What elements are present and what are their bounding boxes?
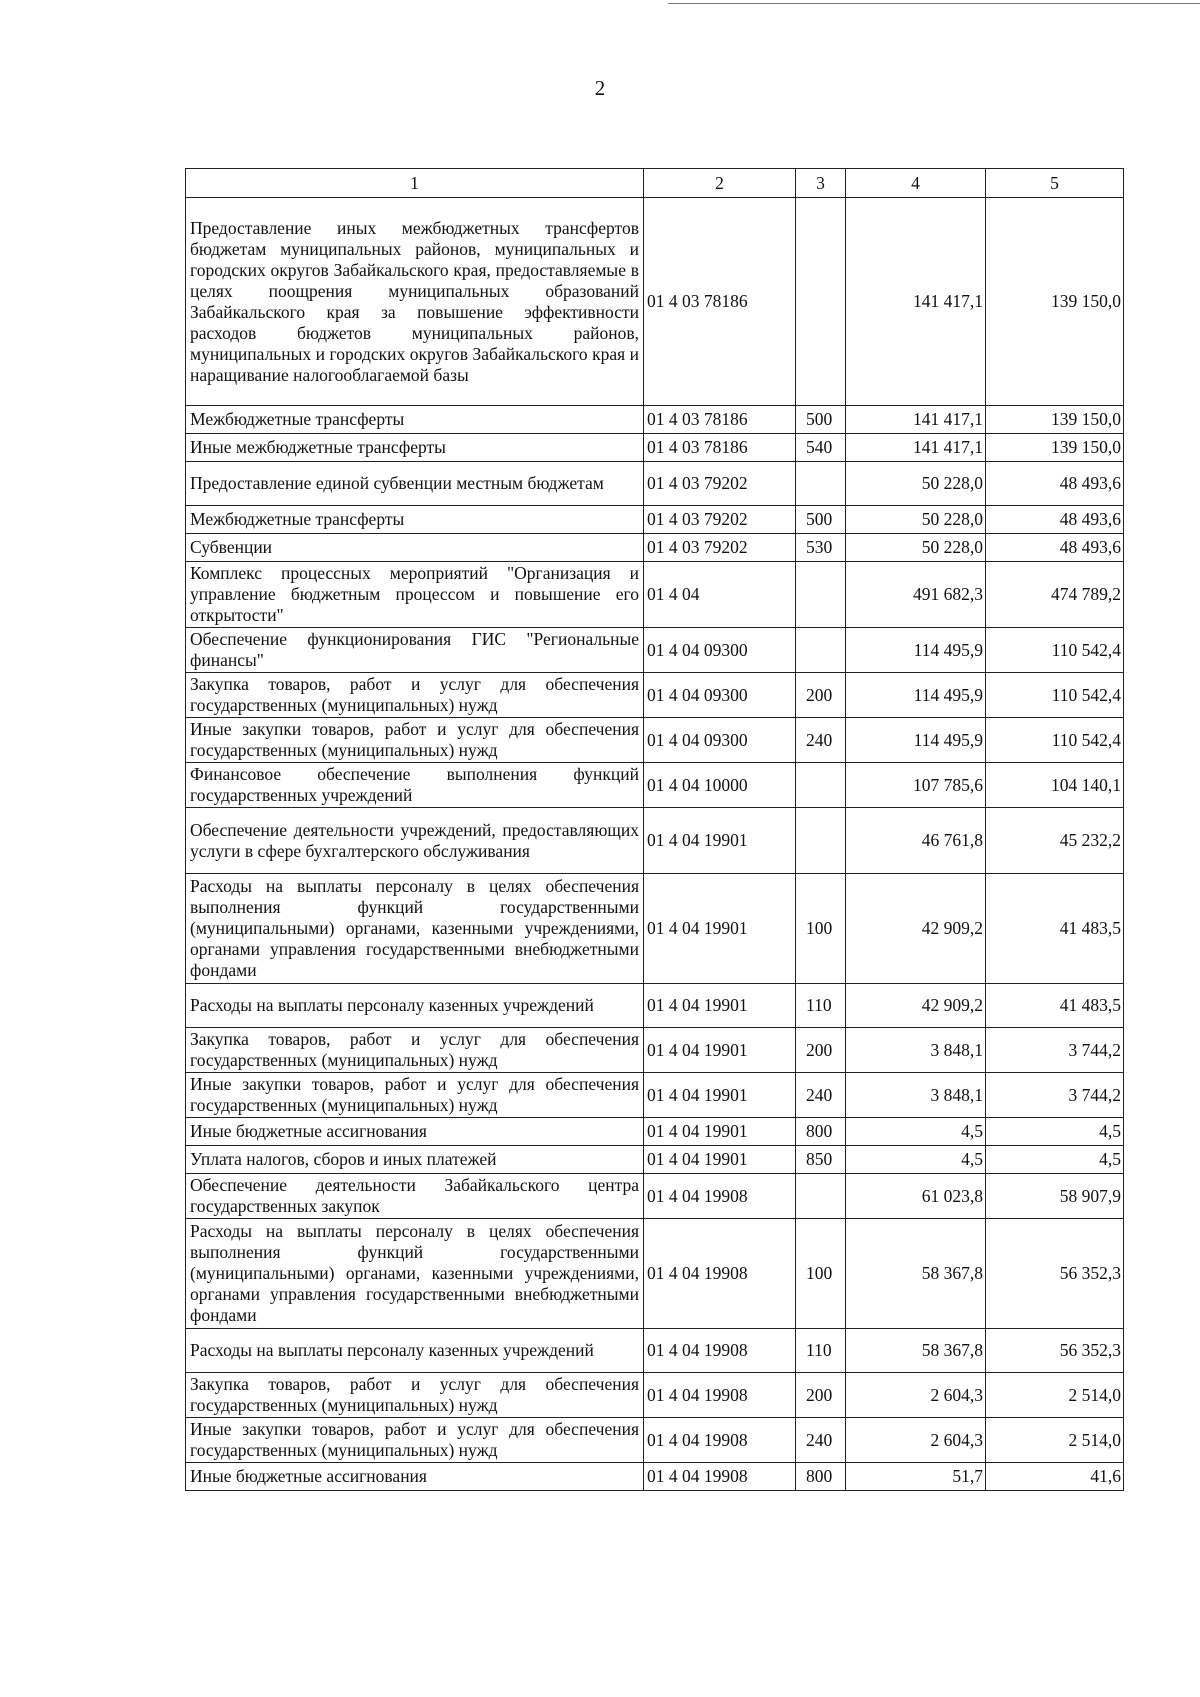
row-code-cell: 01 4 04 19908 xyxy=(644,1463,796,1491)
table-body xyxy=(186,198,1124,1491)
table-row xyxy=(186,506,1124,534)
row-value4-cell: 491 682,3 xyxy=(846,562,986,628)
row-type-cell xyxy=(796,1174,846,1219)
row-name-cell: Иные бюджетные ассигнования xyxy=(186,1463,644,1491)
row-code-cell: 01 4 04 09300 xyxy=(644,718,796,763)
table-row xyxy=(186,534,1124,562)
row-value5-cell: 2 514,0 xyxy=(986,1373,1124,1418)
row-value5-cell: 45 232,2 xyxy=(986,808,1124,874)
row-value4-cell: 3 848,1 xyxy=(846,1028,986,1073)
row-value4-cell: 50 228,0 xyxy=(846,534,986,562)
row-code-cell: 01 4 03 78186 xyxy=(644,434,796,462)
row-value4-cell: 58 367,8 xyxy=(846,1219,986,1329)
row-type-cell: 110 xyxy=(796,984,846,1028)
row-code-cell: 01 4 04 19908 xyxy=(644,1418,796,1463)
column-header: 3 xyxy=(796,169,846,198)
row-name-cell: Закупка товаров, работ и услуг для обеспечения государственных (муниципальных) нужд xyxy=(186,1028,644,1073)
row-value4-cell: 114 495,9 xyxy=(846,628,986,673)
row-name-cell: Закупка товаров, работ и услуг для обеспечения государственных (муниципальных) нужд xyxy=(186,1373,644,1418)
row-type-cell: 100 xyxy=(796,1219,846,1329)
row-value4-cell: 61 023,8 xyxy=(846,1174,986,1219)
row-name-cell: Предоставление единой субвенции местным бюджетам xyxy=(186,462,644,506)
row-value5-cell: 139 150,0 xyxy=(986,434,1124,462)
row-code-cell: 01 4 04 19901 xyxy=(644,808,796,874)
row-value4-cell: 141 417,1 xyxy=(846,406,986,434)
column-header: 5 xyxy=(986,169,1124,198)
row-value5-cell: 48 493,6 xyxy=(986,534,1124,562)
row-code-cell: 01 4 04 09300 xyxy=(644,673,796,718)
row-value4-cell: 42 909,2 xyxy=(846,984,986,1028)
table-row xyxy=(186,874,1124,984)
row-value5-cell: 139 150,0 xyxy=(986,198,1124,406)
table-row xyxy=(186,984,1124,1028)
row-value4-cell: 3 848,1 xyxy=(846,1073,986,1118)
row-code-cell: 01 4 04 09300 xyxy=(644,628,796,673)
column-header: 1 xyxy=(186,169,644,198)
row-type-cell: 200 xyxy=(796,1373,846,1418)
row-type-cell xyxy=(796,763,846,808)
row-code-cell: 01 4 04 19901 xyxy=(644,1073,796,1118)
row-value4-cell: 2 604,3 xyxy=(846,1373,986,1418)
row-value5-cell: 474 789,2 xyxy=(986,562,1124,628)
column-header: 2 xyxy=(644,169,796,198)
row-value4-cell: 114 495,9 xyxy=(846,718,986,763)
row-value5-cell: 48 493,6 xyxy=(986,462,1124,506)
row-type-cell: 540 xyxy=(796,434,846,462)
row-name-cell: Иные закупки товаров, работ и услуг для обеспечения государственных (муниципальных) нужд xyxy=(186,718,644,763)
row-name-cell: Обеспечение функционирования ГИС "Региональные финансы" xyxy=(186,628,644,673)
row-type-cell: 240 xyxy=(796,1073,846,1118)
row-code-cell: 01 4 04 19908 xyxy=(644,1329,796,1373)
table-row xyxy=(186,1146,1124,1174)
row-name-cell: Обеспечение деятельности Забайкальского центра государственных закупок xyxy=(186,1174,644,1219)
table-row xyxy=(186,562,1124,628)
row-name-cell: Уплата налогов, сборов и иных платежей xyxy=(186,1146,644,1174)
table-row xyxy=(186,673,1124,718)
table-row xyxy=(186,1373,1124,1418)
row-type-cell: 240 xyxy=(796,718,846,763)
row-value4-cell: 141 417,1 xyxy=(846,434,986,462)
row-type-cell: 800 xyxy=(796,1118,846,1146)
table-row xyxy=(186,808,1124,874)
row-code-cell: 01 4 04 19908 xyxy=(644,1219,796,1329)
row-code-cell: 01 4 03 78186 xyxy=(644,198,796,406)
table-row xyxy=(186,763,1124,808)
row-type-cell: 800 xyxy=(796,1463,846,1491)
budget-table xyxy=(185,168,1124,1491)
row-value5-cell: 104 140,1 xyxy=(986,763,1124,808)
row-code-cell: 01 4 04 19908 xyxy=(644,1373,796,1418)
table-row xyxy=(186,406,1124,434)
page-number: 2 xyxy=(594,76,606,100)
row-code-cell: 01 4 03 79202 xyxy=(644,506,796,534)
row-type-cell: 100 xyxy=(796,874,846,984)
table-row xyxy=(186,718,1124,763)
row-value5-cell: 110 542,4 xyxy=(986,628,1124,673)
row-value5-cell: 2 514,0 xyxy=(986,1418,1124,1463)
table-row xyxy=(186,628,1124,673)
row-name-cell: Комплекс процессных мероприятий "Организация и управление бюджетным процессом и повышение его открытости" xyxy=(186,562,644,628)
row-value4-cell: 42 909,2 xyxy=(846,874,986,984)
table-row xyxy=(186,1073,1124,1118)
row-value4-cell: 4,5 xyxy=(846,1118,986,1146)
row-name-cell: Иные закупки товаров, работ и услуг для обеспечения государственных (муниципальных) нужд xyxy=(186,1073,644,1118)
row-name-cell: Расходы на выплаты персоналу казенных учреждений xyxy=(186,1329,644,1373)
row-name-cell: Межбюджетные трансферты xyxy=(186,506,644,534)
row-value4-cell: 46 761,8 xyxy=(846,808,986,874)
row-value4-cell: 4,5 xyxy=(846,1146,986,1174)
table-row xyxy=(186,198,1124,406)
row-value5-cell: 3 744,2 xyxy=(986,1028,1124,1073)
table-row xyxy=(186,1418,1124,1463)
row-value4-cell: 107 785,6 xyxy=(846,763,986,808)
row-value5-cell: 3 744,2 xyxy=(986,1073,1124,1118)
row-value5-cell: 110 542,4 xyxy=(986,673,1124,718)
row-code-cell: 01 4 04 xyxy=(644,562,796,628)
row-code-cell: 01 4 03 79202 xyxy=(644,534,796,562)
table-row xyxy=(186,1028,1124,1073)
row-value5-cell: 41,6 xyxy=(986,1463,1124,1491)
row-type-cell: 850 xyxy=(796,1146,846,1174)
row-name-cell: Обеспечение деятельности учреждений, предоставляющих услуги в сфере бухгалтерского обслуживания xyxy=(186,808,644,874)
row-type-cell xyxy=(796,198,846,406)
row-value5-cell: 48 493,6 xyxy=(986,506,1124,534)
row-value5-cell: 4,5 xyxy=(986,1146,1124,1174)
row-type-cell: 500 xyxy=(796,506,846,534)
row-type-cell: 200 xyxy=(796,673,846,718)
row-value5-cell: 41 483,5 xyxy=(986,984,1124,1028)
scan-top-rule xyxy=(668,3,1200,4)
table-row xyxy=(186,1329,1124,1373)
row-value4-cell: 50 228,0 xyxy=(846,506,986,534)
row-code-cell: 01 4 04 10000 xyxy=(644,763,796,808)
row-code-cell: 01 4 03 78186 xyxy=(644,406,796,434)
row-code-cell: 01 4 04 19901 xyxy=(644,1146,796,1174)
row-name-cell: Предоставление иных межбюджетных трансфертов бюджетам муниципальных районов, муниципальных и городских округов Забайкальского края, предоставляемые в целях поощрения муниципальных образований Забайкальского края за повышение эффективности расходов бюджетов муниципальных районов, муниципальных и городских округов Забайкальского края и наращивание налогооблагаемой базы xyxy=(186,198,644,406)
row-value4-cell: 51,7 xyxy=(846,1463,986,1491)
row-type-cell: 530 xyxy=(796,534,846,562)
row-name-cell: Межбюджетные трансферты xyxy=(186,406,644,434)
row-type-cell xyxy=(796,562,846,628)
row-value5-cell: 56 352,3 xyxy=(986,1219,1124,1329)
table-row xyxy=(186,1174,1124,1219)
row-type-cell xyxy=(796,808,846,874)
row-value4-cell: 58 367,8 xyxy=(846,1329,986,1373)
row-code-cell: 01 4 04 19901 xyxy=(644,1118,796,1146)
row-name-cell: Расходы на выплаты персоналу казенных учреждений xyxy=(186,984,644,1028)
row-name-cell: Иные межбюджетные трансферты xyxy=(186,434,644,462)
row-type-cell: 500 xyxy=(796,406,846,434)
row-value4-cell: 50 228,0 xyxy=(846,462,986,506)
row-value5-cell: 58 907,9 xyxy=(986,1174,1124,1219)
table-row xyxy=(186,462,1124,506)
row-type-cell: 240 xyxy=(796,1418,846,1463)
row-code-cell: 01 4 04 19901 xyxy=(644,1028,796,1073)
row-value5-cell: 41 483,5 xyxy=(986,874,1124,984)
row-name-cell: Иные закупки товаров, работ и услуг для обеспечения государственных (муниципальных) нужд xyxy=(186,1418,644,1463)
row-value4-cell: 114 495,9 xyxy=(846,673,986,718)
row-name-cell: Расходы на выплаты персоналу в целях обеспечения выполнения функций государственными (муниципальными) органами, казенными учреждениями, органами управления государственными внебюджетными фондами xyxy=(186,874,644,984)
row-value5-cell: 4,5 xyxy=(986,1118,1124,1146)
table-header-row xyxy=(186,169,1124,198)
table-row xyxy=(186,1219,1124,1329)
row-code-cell: 01 4 04 19901 xyxy=(644,874,796,984)
row-name-cell: Субвенции xyxy=(186,534,644,562)
table-row xyxy=(186,434,1124,462)
row-type-cell xyxy=(796,462,846,506)
table-row xyxy=(186,1118,1124,1146)
row-name-cell: Расходы на выплаты персоналу в целях обеспечения выполнения функций государственными (муниципальными) органами, казенными учреждениями, органами управления государственными внебюджетными фондами xyxy=(186,1219,644,1329)
row-value5-cell: 110 542,4 xyxy=(986,718,1124,763)
row-name-cell: Финансовое обеспечение выполнения функций государственных учреждений xyxy=(186,763,644,808)
row-code-cell: 01 4 04 19908 xyxy=(644,1174,796,1219)
row-type-cell xyxy=(796,628,846,673)
row-type-cell: 200 xyxy=(796,1028,846,1073)
table-row xyxy=(186,1463,1124,1491)
row-code-cell: 01 4 03 79202 xyxy=(644,462,796,506)
row-name-cell: Иные бюджетные ассигнования xyxy=(186,1118,644,1146)
row-value4-cell: 141 417,1 xyxy=(846,198,986,406)
row-code-cell: 01 4 04 19901 xyxy=(644,984,796,1028)
row-value4-cell: 2 604,3 xyxy=(846,1418,986,1463)
row-name-cell: Закупка товаров, работ и услуг для обеспечения государственных (муниципальных) нужд xyxy=(186,673,644,718)
column-header: 4 xyxy=(846,169,986,198)
row-value5-cell: 139 150,0 xyxy=(986,406,1124,434)
row-value5-cell: 56 352,3 xyxy=(986,1329,1124,1373)
row-type-cell: 110 xyxy=(796,1329,846,1373)
